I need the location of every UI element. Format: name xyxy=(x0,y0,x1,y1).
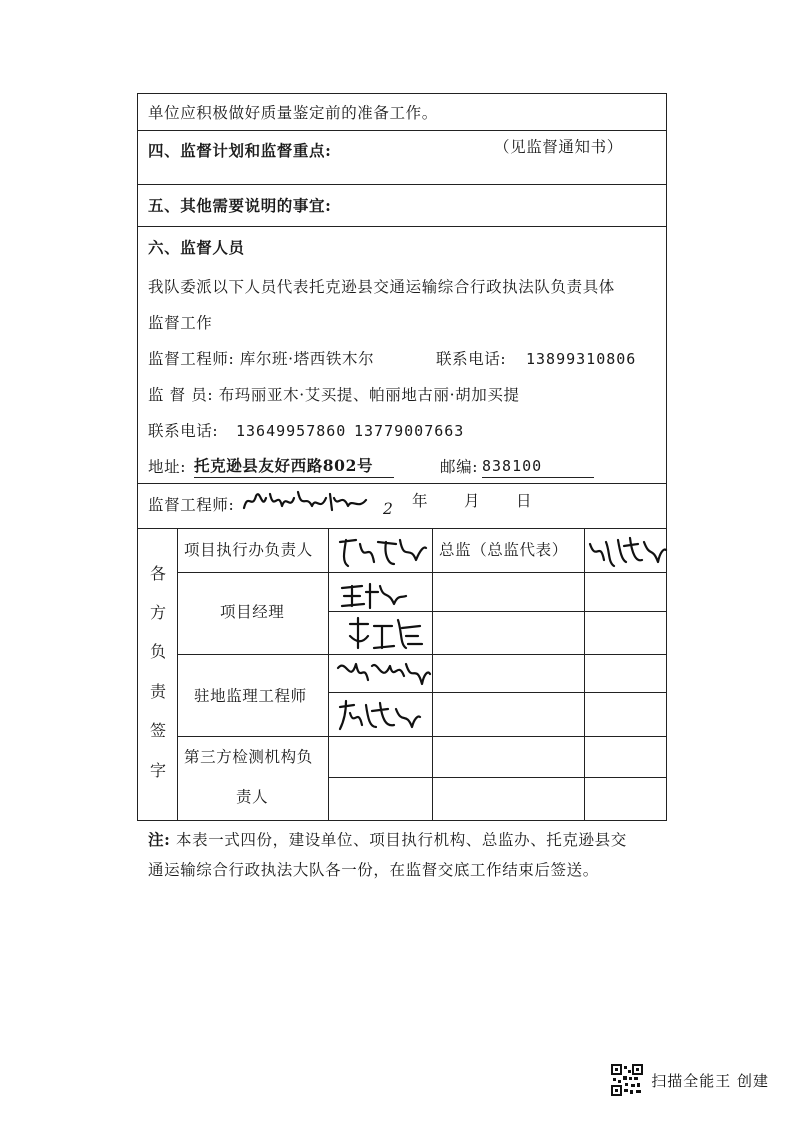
rule-5 xyxy=(137,528,667,529)
date-year-handwritten: 2 xyxy=(383,500,394,518)
scanner-watermark xyxy=(611,1064,769,1096)
address-value: 托克逊县友好西路802号 xyxy=(194,456,394,478)
signature-resident-engineer-1 xyxy=(334,654,432,694)
grid-h-2 xyxy=(328,611,667,612)
postcode-value: 838100 xyxy=(482,456,594,478)
rule-3 xyxy=(137,226,667,227)
watermark-text: 扫描全能王 创建 xyxy=(651,1071,769,1090)
note-label: 注: xyxy=(148,830,171,849)
side-label-char-4: 责 xyxy=(149,682,166,701)
qr-code-icon xyxy=(611,1064,643,1096)
section-5-title: 五、其他需要说明的事宜: xyxy=(148,196,332,215)
side-label-char-6: 字 xyxy=(149,761,166,780)
supervisor-phone-2: 13779007663 xyxy=(354,422,465,440)
grid-h-6 xyxy=(328,777,667,778)
date-month-label: 月 xyxy=(464,492,481,510)
row-chief-supervisor-label: 总监（总监代表） xyxy=(439,541,568,559)
note-line-2: 通运输综合行政执法大队各一份，在监督交底工作结束后签送。 xyxy=(148,861,599,879)
postcode-label: 邮编: xyxy=(440,458,479,476)
section-4-note: （见监督通知书） xyxy=(494,138,623,156)
side-label-char-1: 各 xyxy=(149,564,166,583)
date-year-label: 年 xyxy=(412,492,429,510)
side-label-char-2: 方 xyxy=(149,603,166,622)
rule-2 xyxy=(137,184,667,185)
address-label: 地址: xyxy=(148,458,187,476)
engineer-phone-label: 联系电话: xyxy=(436,350,507,368)
supervisor-label: 监 督 员: 布玛丽亚木·艾买提、帕丽地古丽·胡加买提 xyxy=(148,386,520,404)
section-4-title: 四、监督计划和监督重点: xyxy=(148,141,332,160)
row-exec-office-label: 项目执行办负责人 xyxy=(184,541,313,559)
rule-1 xyxy=(137,130,667,131)
engineer-signature xyxy=(242,484,372,518)
signature-resident-engineer-2 xyxy=(336,697,422,733)
signature-chief-supervisor xyxy=(586,532,668,570)
engineer-phone: 13899310806 xyxy=(526,350,637,368)
row-project-manager-label: 项目经理 xyxy=(220,603,285,621)
note-line-1: 本表一式四份，建设单位、项目执行机构、总监办、托克逊县交 xyxy=(176,831,627,849)
sign-engineer-label: 监督工程师: xyxy=(148,496,235,514)
signature-project-manager-2 xyxy=(346,614,424,654)
assignment-line-2: 监督工作 xyxy=(148,314,213,332)
row-resident-engineer-label: 驻地监理工程师 xyxy=(194,687,307,705)
row-third-party-label-2: 责人 xyxy=(236,788,269,806)
side-label-char-3: 负 xyxy=(149,642,166,661)
grid-h-1 xyxy=(177,572,667,573)
signature-exec-office xyxy=(334,534,430,570)
grid-h-5 xyxy=(177,736,667,737)
date-day-label: 日 xyxy=(516,492,533,510)
assignment-line-1: 我队委派以下人员代表托克逊县交通运输综合行政执法队负责具体 xyxy=(148,278,615,296)
supervisor-phone-label: 联系电话: xyxy=(148,422,219,440)
side-label-char-5: 签 xyxy=(149,721,166,740)
rule-4 xyxy=(137,483,667,484)
supervisor-phone-1: 13649957860 xyxy=(236,422,347,440)
intro-line: 单位应积极做好质量鉴定前的准备工作。 xyxy=(148,104,438,122)
section-6-title: 六、监督人员 xyxy=(148,238,245,257)
signature-project-manager-1 xyxy=(338,578,408,610)
engineer-label: 监督工程师: 库尔班·塔西铁木尔 xyxy=(148,350,375,368)
row-third-party-label-1: 第三方检测机构负 xyxy=(184,748,313,766)
